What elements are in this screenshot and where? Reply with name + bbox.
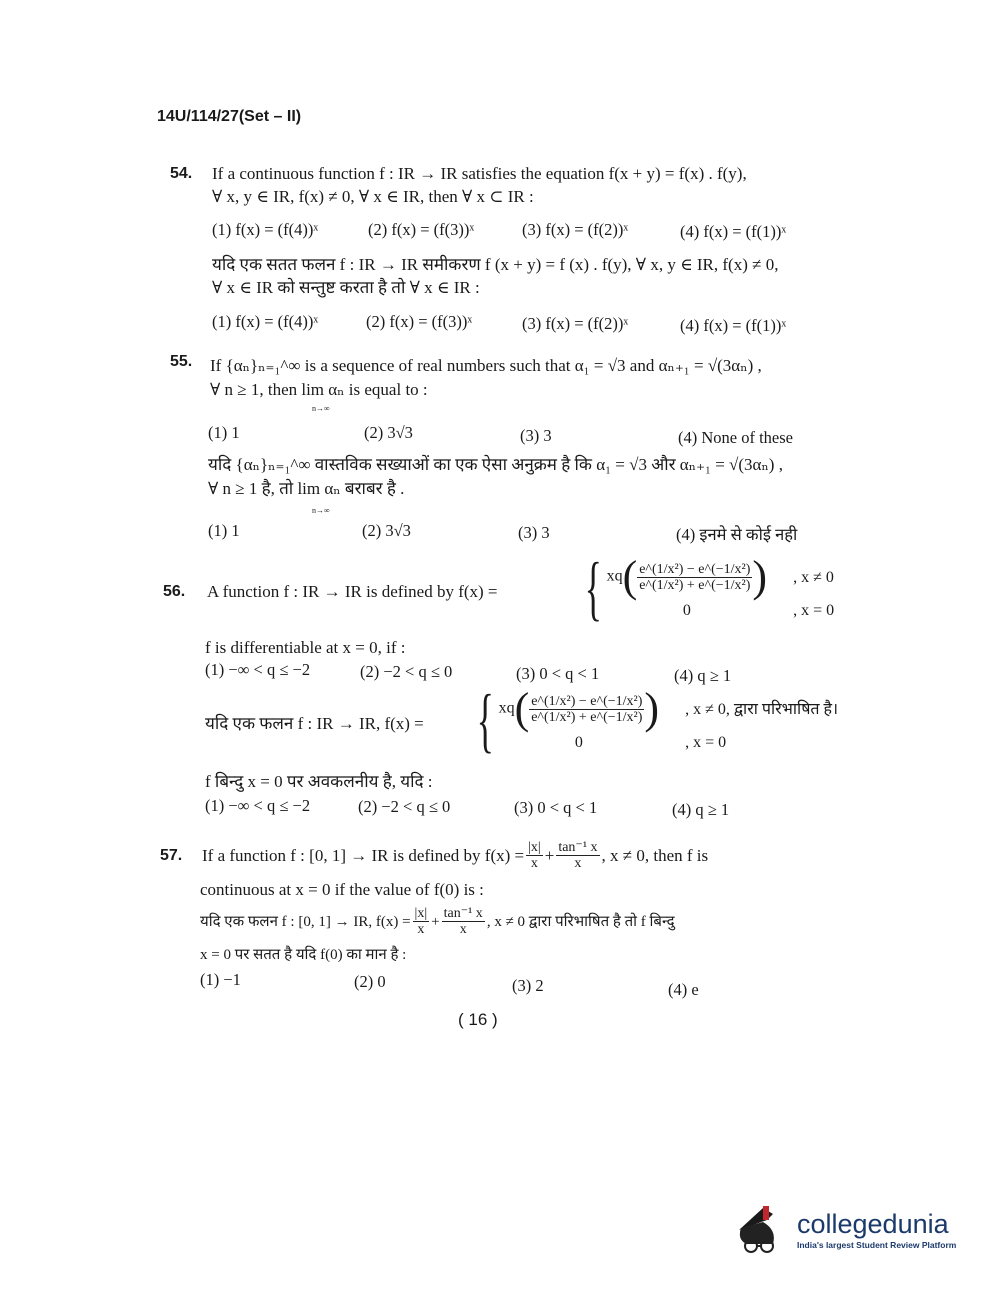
option-2-hindi: (2) 3√3 <box>362 521 411 540</box>
question-text: If a function f : [0, 1] → IR is defined by f(x) = $\frac{|x|}{x}$ + $\frac{\text{tan⁻¹ x}}{x}$ , x ≠ 0, then f is <box>202 840 709 872</box>
option-1: (1) 1 <box>208 423 240 442</box>
question-text: ∀ n ≥ 1, then lim αₙ is equal to : <box>210 380 428 399</box>
question-text-part: If a function f : [0, 1] → IR is defined by f(x) = <box>202 845 525 865</box>
option-2-hindi: (2) f(x) = (f(3))ˣ <box>366 312 473 331</box>
fraction-denominator: x <box>530 856 538 872</box>
question-text: f is differentiable at x = 0, if : <box>205 638 406 657</box>
option-1-hindi: (1) f(x) = (f(4))ˣ <box>212 312 319 331</box>
option-1-hindi: (1) −∞ < q ≤ −2 <box>205 796 311 815</box>
fraction-numerator: tan⁻¹ x <box>558 840 598 855</box>
option-4-hindi: (4) इनमे से कोई नही <box>676 525 798 544</box>
fraction-numerator: |x| <box>528 840 541 855</box>
question-text-part: , x ≠ 0 द्वारा परिभाषित है तो f बिन्दु <box>486 913 675 930</box>
question-text-hindi: x = 0 पर सतत है यदि f(0) का मान है : <box>200 947 407 963</box>
left-brace: { <box>584 548 602 628</box>
question-text-hindi: यदि एक फलन f : IR → IR, f(x) = <box>205 714 424 733</box>
case-condition: , x ≠ 0 <box>793 568 834 586</box>
question-text-hindi: f बिन्दु x = 0 पर अवकलनीय है, यदि : <box>205 772 433 791</box>
question-text-part: यदि एक फलन f : [0, 1] → IR, f(x) = <box>200 913 411 930</box>
case-value: 0 <box>682 602 691 620</box>
question-text-hindi: यदि एक फलन f : [0, 1] → IR, f(x) = $\frac{|x|}{x}$ + $\frac{\text{tan⁻¹ x}}{x}$ , x ≠ 0 द्वारा परिभाषित है तो f बिन्दु <box>200 906 675 938</box>
option-3: (3) f(x) = (f(2))ˣ <box>522 220 629 239</box>
option-3-hindi: (3) 3 <box>518 523 550 542</box>
question-text-part: , x ≠ 0, then f is <box>601 845 709 865</box>
option-3-hindi: (3) 0 < q < 1 <box>514 798 598 817</box>
question-text-hindi: यदि {αₙ}ₙ₌₁^∞ वास्तविक सख्याओं का एक ऐसा अनुक्रम है कि α₁ = √3 और αₙ₊₁ = √(3αₙ) , <box>208 455 783 474</box>
option-2: (2) 3√3 <box>364 423 413 442</box>
option-4: (4) q ≥ 1 <box>674 666 732 685</box>
case-condition: , x = 0 <box>793 602 835 620</box>
option-3-hindi: (3) f(x) = (f(2))ˣ <box>522 314 629 333</box>
option-4-hindi: (4) q ≥ 1 <box>672 800 730 819</box>
fraction-denominator: x <box>459 922 467 938</box>
fraction-numerator: |x| <box>414 906 428 921</box>
option-1: (1) −1 <box>200 970 241 989</box>
question-number: 56. <box>163 583 186 600</box>
option-4: (4) f(x) = (f(1))ˣ <box>680 222 787 241</box>
question-number: 57. <box>160 847 183 864</box>
option-2: (2) 0 <box>354 972 386 991</box>
left-brace: { <box>476 680 494 760</box>
question-text-hindi: ∀ n ≥ 1 है, तो lim αₙ बराबर है . <box>208 479 405 498</box>
hindi-tail: , द्वारा परिभाषित है। <box>725 700 839 718</box>
option-2-hindi: (2) −2 < q ≤ 0 <box>358 797 451 816</box>
fraction-denominator: x <box>417 922 425 938</box>
question-text: ∀ x, y ∈ IR, f(x) ≠ 0, ∀ x ∈ IR, then ∀ x ⊂ IR : <box>212 187 534 206</box>
collegedunia-logo <box>733 1200 956 1258</box>
option-1-hindi: (1) 1 <box>208 521 240 540</box>
denominator: e^(1/x²) + e^(−1/x²) <box>531 709 643 725</box>
question-text: A function f : IR → IR is defined by f(x) = <box>207 582 498 601</box>
piecewise-function: { xq( $\frac{\text{e\textasciicircum{}(1/x²) − e\textasciicircum{}(−1/x²)}}{\text{e\textasciicircum{}(1/x²) + e\textasciicircum{}(−1/x²)}}$ ) , x ≠ 0 0 , x = 0 <box>584 548 835 628</box>
option-2: (2) −2 < q ≤ 0 <box>360 662 453 681</box>
piecewise-function-hindi: { xq( $\frac{\text{e\textasciicircum{}(1/x²) − e\textasciicircum{}(−1/x²)}}{\text{e\textasciicircum{}(1/x²) + e\textasciicircum{}(−1/x²)}}$ ) , x ≠ 0, द्वारा परिभाषित है। 0 , x = 0 <box>476 680 839 760</box>
limit-subscript: n→∞ <box>312 506 330 515</box>
case-condition: , x ≠ 0 <box>685 700 726 718</box>
question-text: If {αₙ}ₙ₌₁^∞ is a sequence of real numbers such that α₁ = √3 and αₙ₊₁ = √(3αₙ) , <box>210 356 762 375</box>
option-4: (4) None of these <box>678 428 794 447</box>
logo-name: collegedunia <box>797 1208 949 1239</box>
mascot-icon <box>733 1200 791 1258</box>
option-1: (1) f(x) = (f(4))ˣ <box>212 220 319 239</box>
page-number: ( 16 ) <box>458 1010 498 1029</box>
option-4: (4) e <box>668 980 699 999</box>
logo-tagline: India's largest Student Review Platform <box>797 1240 957 1251</box>
numerator: e^(1/x²) − e^(−1/x²) <box>639 561 751 577</box>
limit-subscript: n→∞ <box>312 404 330 413</box>
question-text: continuous at x = 0 if the value of f(0) is : <box>200 880 484 899</box>
x-power-q: xq <box>498 700 515 718</box>
option-3: (3) 0 < q < 1 <box>516 664 600 683</box>
question-text: If a continuous function f : IR → IR satisfies the equation f(x + y) = f(x) . f(y), <box>212 164 747 183</box>
option-1: (1) −∞ < q ≤ −2 <box>205 660 311 679</box>
question-number: 55. <box>170 353 193 370</box>
option-4-hindi: (4) f(x) = (f(1))ˣ <box>680 316 787 335</box>
x-power-q: xq <box>606 568 623 586</box>
case-value: 0 <box>574 734 583 752</box>
fraction-numerator: tan⁻¹ x <box>443 906 483 921</box>
option-2: (2) f(x) = (f(3))ˣ <box>368 220 475 239</box>
denominator: e^(1/x²) + e^(−1/x²) <box>639 577 751 593</box>
option-3: (3) 3 <box>520 426 552 445</box>
case-condition: , x = 0 <box>685 734 727 752</box>
fraction-denominator: x <box>574 856 582 872</box>
numerator: e^(1/x²) − e^(−1/x²) <box>531 693 643 709</box>
question-text-hindi: ∀ x ∈ IR को सन्तुष्ट करता है तो ∀ x ∈ IR : <box>212 278 480 297</box>
option-3: (3) 2 <box>512 976 544 995</box>
question-number: 54. <box>170 165 193 182</box>
question-text-hindi: यदि एक सतत फलन f : IR → IR समीकरण f (x + y) = f (x) . f(y), ∀ x, y ∈ IR, f(x) ≠ 0, <box>212 255 779 274</box>
paper-code: 14U/114/27(Set – II) <box>157 108 302 125</box>
